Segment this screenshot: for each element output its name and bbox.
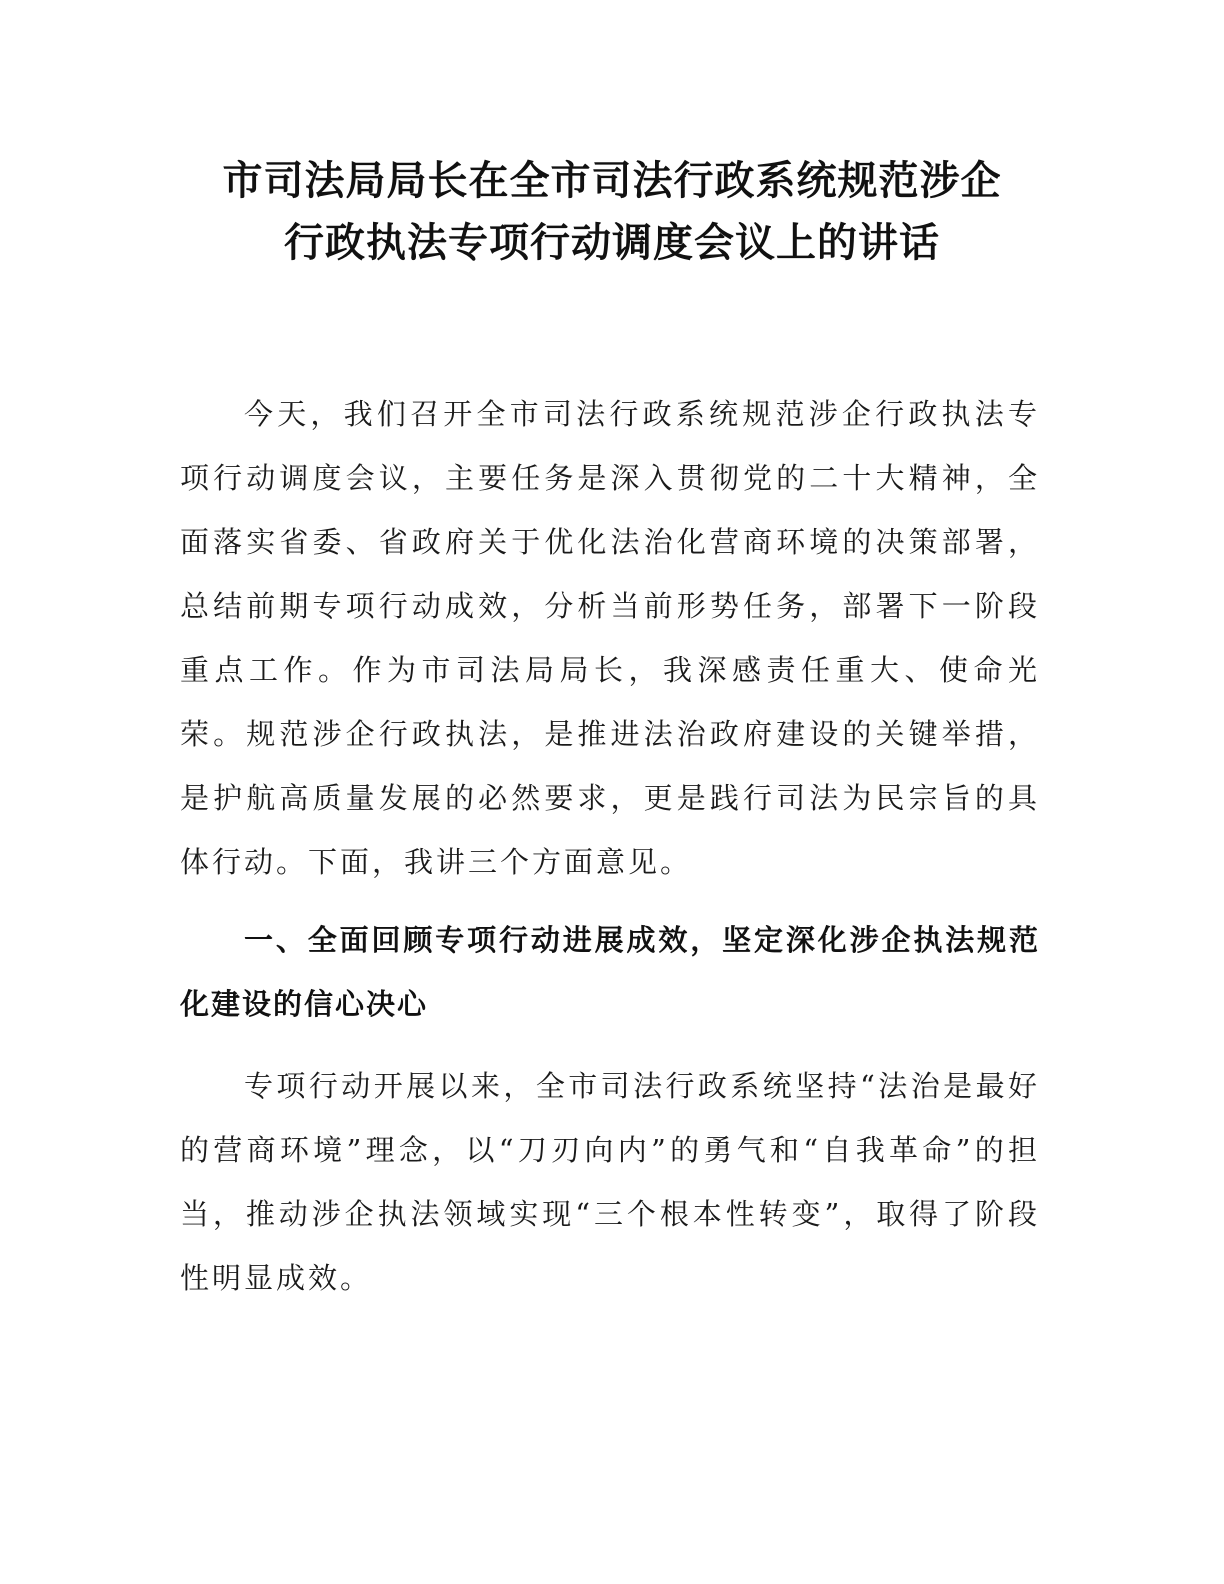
document-title (150, 150, 1074, 274)
title-line-1: 市司法局局长在全市司法行政系统规范涉企 (222, 158, 1002, 204)
title-line-2: 行政执法专项行动调度会议上的讲话 (284, 220, 940, 266)
section-1-paragraph: 专项行动开展以来，全市司法行政系统坚持“法治是最好的营商环境”理念，以“刀刃向内”的勇气和“自我革命”的担当，推动涉企执法领域实现“三个根本性转变”，取得了阶段性明显成效。 (180, 1069, 1040, 1295)
section-heading-1: 一、全面回顾专项行动进展成效，坚定深化涉企执法规范化建设的信心决心 (180, 923, 1040, 1021)
intro-paragraph: 今天，我们召开全市司法行政系统规范涉企行政执法专项行动调度会议，主要任务是深入贯彻党的二十大精神，全面落实省委、省政府关于优化法治化营商环境的决策部署，总结前期专项行动成效，分析当前形势任务，部署下一阶段重点工作。作为市司法局局长，我深感责任重大、使命光荣。规范涉企行政执法，是推进法治政府建设的关键举措，是护航高质量发展的必然要求，更是践行司法为民宗旨的具体行动。下面，我讲三个方面意见。 (180, 397, 1040, 879)
